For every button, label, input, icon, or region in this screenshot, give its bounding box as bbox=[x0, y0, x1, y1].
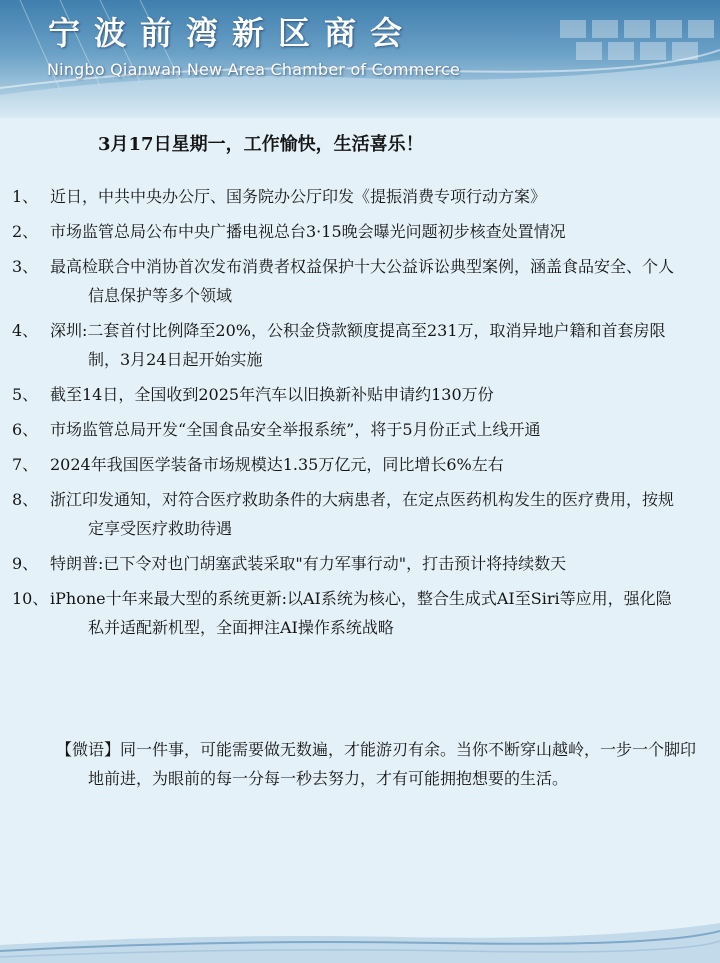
news-item: 1、 近日，中共中央办公厅、国务院办公厅印发《提振消费专项行动方案》 bbox=[12, 187, 547, 206]
news-text: 浙江印发通知，对符合医疗救助条件的大病患者，在定点医药机构发生的医疗费用，按规定享受医疗救助待遇 bbox=[50, 490, 675, 538]
news-text: iPhone十年来最大型的系统更新:以AI系统为核心，整合生成式AI至Siri等应用，强化隐私并适配新机型，全面押注AI操作系统战略 bbox=[50, 589, 672, 637]
news-item: 10、 iPhone十年来最大型的系统更新:以AI系统为核心，整合生成式AI至Siri等应用，强化隐私并适配新机型，全面押注AI操作系统战略 bbox=[12, 589, 672, 637]
news-item: 7、 2024年我国医学装备市场规模达1.35万亿元，同比增长6%左右 bbox=[12, 455, 504, 474]
news-list bbox=[12, 182, 680, 648]
news-item: 3、 最高检联合中消协首次发布消费者权益保护十大公益诉讼典型案例，涵盖食品安全、个人信息保护等多个领域 bbox=[12, 257, 675, 305]
org-name-chinese: 宁波前湾新区商会 bbox=[48, 14, 417, 52]
news-text: 深圳:二套首付比例降至20%，公积金贷款额度提高至231万，取消异地户籍和首套房限制，3月24日起开始实施 bbox=[50, 321, 666, 369]
news-item: 2、 市场监管总局公布中央广播电视总台3·15晚会曝光问题初步核查处置情况 bbox=[12, 222, 566, 241]
org-name-english: Ningbo Qianwan New Area Chamber of Commerce bbox=[47, 60, 461, 79]
quote-label: 【微语】 bbox=[56, 740, 121, 759]
news-text: 特朗普:已下令对也门胡塞武装采取"有力军事行动"，打击预计将持续数天 bbox=[50, 554, 567, 573]
header-banner bbox=[0, 0, 720, 118]
news-text: 近日，中共中央办公厅、国务院办公厅印发《提振消费专项行动方案》 bbox=[50, 187, 547, 206]
news-text: 市场监管总局公布中央广播电视总台3·15晚会曝光问题初步核查处置情况 bbox=[50, 222, 566, 241]
daily-quote bbox=[56, 735, 698, 793]
news-item: 9、 特朗普:已下令对也门胡塞武装采取"有力军事行动"，打击预计将持续数天 bbox=[12, 554, 567, 573]
footer-wave-decoration bbox=[0, 915, 720, 963]
news-text: 截至14日，全国收到2025年汽车以旧换新补贴申请约130万份 bbox=[50, 385, 494, 404]
date-greeting: 3月17日星期一，工作愉快，生活喜乐！ bbox=[98, 134, 424, 155]
news-item: 8、 浙江印发通知，对符合医疗救助条件的大病患者，在定点医药机构发生的医疗费用，按规定享受医疗救助待遇 bbox=[12, 490, 675, 538]
news-item: 6、 市场监管总局开发“全国食品安全举报系统”，将于5月份正式上线开通 bbox=[12, 420, 541, 439]
news-text: 2024年我国医学装备市场规模达1.35万亿元，同比增长6%左右 bbox=[50, 455, 504, 474]
news-text: 市场监管总局开发“全国食品安全举报系统”，将于5月份正式上线开通 bbox=[50, 420, 541, 439]
news-text: 最高检联合中消协首次发布消费者权益保护十大公益诉讼典型案例，涵盖食品安全、个人信息保护等多个领域 bbox=[50, 257, 675, 305]
news-item: 5、 截至14日，全国收到2025年汽车以旧换新补贴申请约130万份 bbox=[12, 385, 494, 404]
news-item: 4、 深圳:二套首付比例降至20%，公积金贷款额度提高至231万，取消异地户籍和首套房限制，3月24日起开始实施 bbox=[12, 321, 666, 369]
quote-text: 同一件事，可能需要做无数遍，才能游刃有余。当你不断穿山越岭，一步一个脚印地前进，为眼前的每一分每一秒去努力，才有可能拥抱想要的生活。 bbox=[88, 740, 697, 788]
